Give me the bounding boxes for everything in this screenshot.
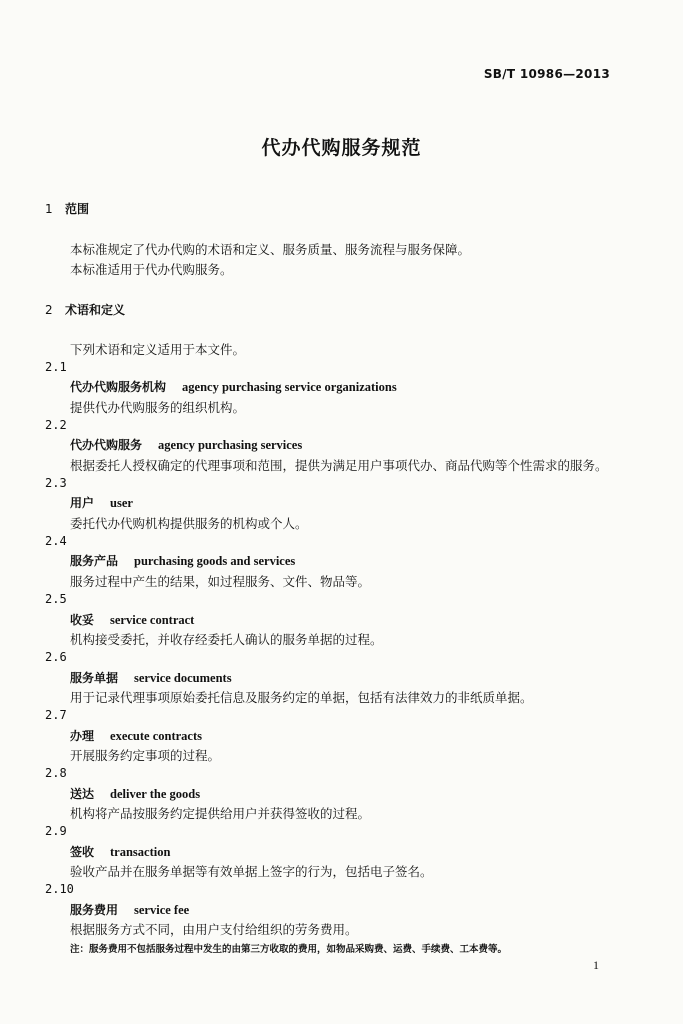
term-zh: 代办代购服务 (70, 438, 143, 452)
section-number: 2 (45, 303, 53, 317)
term-definition: 委托代办代购机构提供服务的机构或个人。 (70, 516, 308, 531)
scope-paragraph-1: 本标准规定了代办代购的术语和定义、服务质量、服务流程与服务保障。 (70, 242, 471, 257)
term-heading (70, 669, 232, 686)
term-definition: 开展服务约定事项的过程。 (70, 748, 221, 763)
term-heading (70, 727, 202, 744)
term-zh: 用户 (70, 496, 95, 510)
term-heading (70, 611, 194, 628)
term-en: agency purchasing service organizations (182, 380, 397, 394)
section-title: 术语和定义 (65, 303, 126, 317)
term-zh: 服务产品 (70, 554, 119, 568)
term-definition: 提供代办代购服务的组织机构。 (70, 400, 246, 415)
term-en: deliver the goods (110, 787, 201, 801)
page-number: 1 (593, 958, 599, 972)
term-en: transaction (110, 845, 171, 859)
term-heading (70, 552, 295, 569)
term-en: purchasing goods and services (134, 554, 296, 568)
term-zh: 代办代购服务机构 (70, 380, 167, 394)
scope-paragraph-2: 本标准适用于代办代购服务。 (70, 262, 233, 277)
term-number: 2.6 (45, 650, 67, 664)
term-heading (70, 494, 133, 511)
section-heading-terms (45, 301, 125, 318)
term-heading (70, 785, 200, 802)
term-zh: 送达 (70, 787, 95, 801)
term-zh: 签收 (70, 845, 95, 859)
term-en: service documents (134, 671, 232, 685)
term-heading (70, 901, 189, 918)
term-number: 2.8 (45, 766, 67, 780)
term-number: 2.4 (45, 534, 67, 548)
term-number: 2.1 (45, 360, 67, 374)
term-en: user (110, 496, 133, 510)
term-definition: 验收产品并在服务单据等有效单据上签字的行为，包括电子签名。 (70, 864, 433, 879)
term-en: service contract (110, 613, 195, 627)
term-definition: 根据服务方式不同，由用户支付给组织的劳务费用。 (70, 922, 358, 937)
document-title: 代办代购服务规范 (261, 137, 422, 159)
term-zh: 服务单据 (70, 671, 119, 685)
term-en: execute contracts (110, 729, 202, 743)
section-title: 范围 (65, 202, 90, 216)
term-definition: 根据委托人授权确定的代理事项和范围，提供为满足用户事项代办、商品代购等个性需求的服务。 (70, 458, 608, 473)
term-definition: 服务过程中产生的结果，如过程服务、文件、物品等。 (70, 574, 371, 589)
term-definition: 机构将产品按服务约定提供给用户并获得签收的过程。 (70, 806, 371, 821)
term-heading (70, 378, 397, 395)
terms-intro-paragraph: 下列术语和定义适用于本文件。 (70, 342, 246, 357)
section-number: 1 (45, 202, 53, 216)
term-en: service fee (134, 903, 190, 917)
term-number: 2.3 (45, 476, 67, 490)
term-zh: 收妥 (70, 613, 95, 627)
footnote: 注：服务费用不包括服务过程中发生的由第三方收取的费用，如物品采购费、运费、手续费、工本费等。 (70, 944, 508, 955)
section-heading-scope (45, 200, 89, 217)
term-heading (70, 436, 302, 453)
term-number: 2.10 (45, 882, 74, 896)
term-zh: 办理 (70, 729, 95, 743)
term-heading (70, 843, 170, 860)
term-number: 2.7 (45, 708, 67, 722)
term-number: 2.9 (45, 824, 67, 838)
standard-code: SB/T 10986—2013 (483, 67, 610, 81)
term-zh: 服务费用 (70, 903, 119, 917)
term-en: agency purchasing services (158, 438, 303, 452)
term-definition: 机构接受委托，并收存经委托人确认的服务单据的过程。 (70, 632, 383, 647)
term-definition: 用于记录代理事项原始委托信息及服务约定的单据，包括有法律效力的非纸质单据。 (70, 690, 533, 705)
term-number: 2.5 (45, 592, 67, 606)
term-number: 2.2 (45, 418, 67, 432)
